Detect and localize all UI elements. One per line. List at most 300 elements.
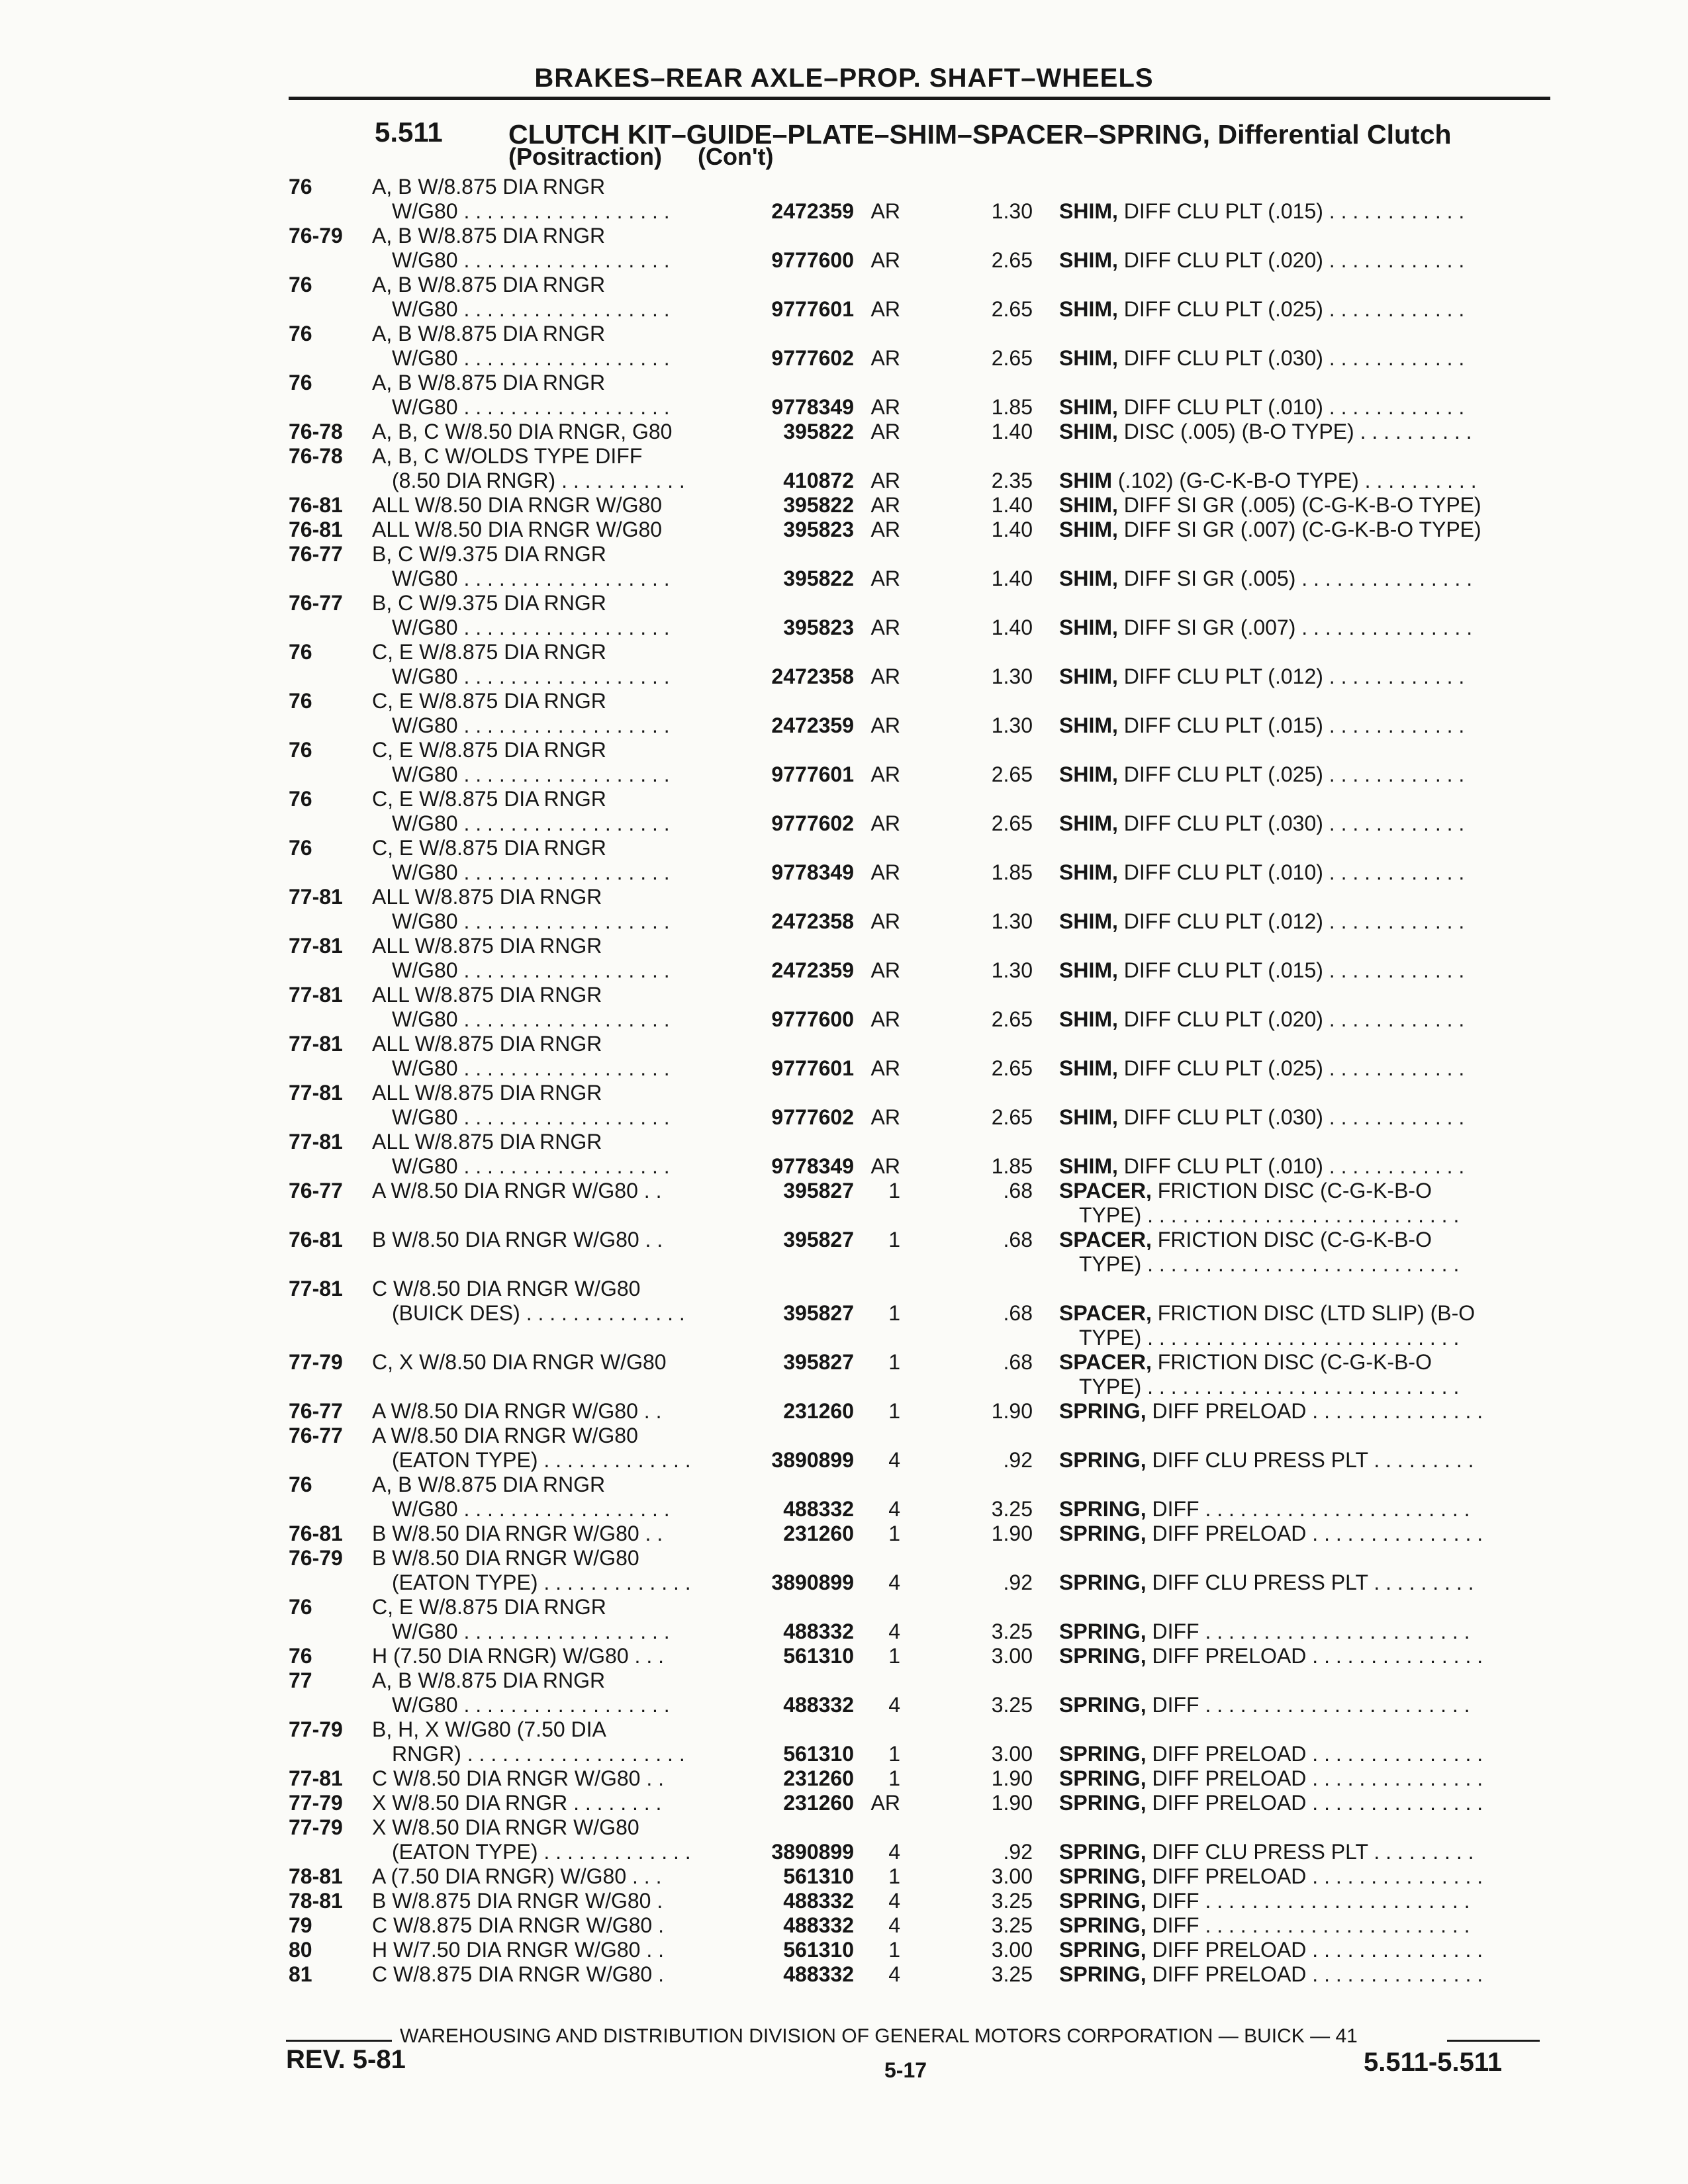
row-application-line: B W/8.50 DIA RNGR W/G80 . . [372, 1228, 663, 1251]
row-part-number: 395822 [783, 493, 854, 517]
row-part-number: 410872 [783, 469, 854, 492]
row-quantity: AR [870, 958, 900, 982]
row-item-detail: DIFF PRELOAD . . . . . . . . . . . . . . . [1152, 1766, 1483, 1790]
row-price: 1.30 [991, 199, 1033, 223]
row-item-detail: DIFF CLU PLT (.012) . . . . . . . . . . . . [1123, 909, 1465, 933]
section-subtitle: (Positraction) [508, 143, 663, 170]
row-price: 1.30 [991, 713, 1033, 737]
row-item-name: SPRING, [1059, 1693, 1147, 1717]
row-application-line: H W/7.50 DIA RNGR W/G80 . . [372, 1938, 664, 1962]
row-part-number: 561310 [783, 1742, 854, 1766]
row-item-detail: DIFF CLU PLT (.030) . . . . . . . . . . . . [1123, 346, 1465, 370]
row-quantity: 4 [888, 1913, 900, 1937]
row-year: 77-81 [289, 1130, 343, 1154]
row-description [1059, 250, 1464, 271]
row-item-name: SPRING, [1059, 1570, 1147, 1594]
row-description [1059, 421, 1472, 442]
row-part-number: 9778349 [771, 395, 854, 419]
row-item-name: SHIM [1059, 469, 1112, 492]
row-item-detail: FRICTION DISC (C-G-K-B-O [1157, 1350, 1432, 1374]
row-year: 76-77 [289, 591, 343, 615]
row-application-line: W/G80 . . . . . . . . . . . . . . . . . . [392, 567, 670, 590]
row-item-name: SHIM, [1059, 567, 1118, 590]
row-quantity: AR [870, 493, 900, 517]
row-item-detail: DIFF PRELOAD . . . . . . . . . . . . . . . [1152, 1791, 1483, 1815]
row-part-number: 488332 [783, 1693, 854, 1717]
row-application-line: ALL W/8.875 DIA RNGR [372, 983, 602, 1007]
row-part-number: 488332 [783, 1497, 854, 1521]
row-quantity: 1 [888, 1742, 900, 1766]
row-year: 76-77 [289, 1399, 343, 1423]
footer-rule-left [286, 2040, 392, 2042]
row-quantity: 1 [888, 1301, 900, 1325]
row-description [1059, 494, 1481, 516]
row-year: 76-77 [289, 1424, 343, 1447]
row-application-line: A W/8.50 DIA RNGR W/G80 . . [372, 1399, 662, 1423]
row-item-detail: DIFF CLU PRESS PLT . . . . . . . . . [1152, 1448, 1474, 1472]
row-part-number: 561310 [783, 1644, 854, 1668]
row-quantity: AR [870, 811, 900, 835]
row-year: 76 [289, 1473, 312, 1496]
row-description [1059, 960, 1464, 981]
row-application-line: B W/8.50 DIA RNGR W/G80 . . [372, 1522, 663, 1545]
row-year: 76-81 [289, 493, 343, 517]
row-application-line: W/G80 . . . . . . . . . . . . . . . . . . [392, 664, 670, 688]
row-quantity: 4 [888, 1962, 900, 1986]
row-price: 2.65 [991, 1007, 1033, 1031]
row-part-number: 9777601 [771, 1056, 854, 1080]
row-part-number: 2472359 [771, 713, 854, 737]
row-part-number: 395822 [783, 567, 854, 590]
row-year: 77-79 [289, 1791, 343, 1815]
row-year: 77-81 [289, 1277, 343, 1300]
row-year: 77-81 [289, 885, 343, 909]
row-description [1059, 1645, 1483, 1666]
row-application-line: C, E W/8.875 DIA RNGR [372, 738, 606, 762]
row-description [1059, 519, 1481, 540]
row-part-number: 488332 [783, 1619, 854, 1643]
row-item-name: SPRING, [1059, 1840, 1147, 1864]
row-item-detail: DIFF CLU PLT (.010) . . . . . . . . . . . . [1123, 860, 1465, 884]
row-application-line: C, E W/8.875 DIA RNGR [372, 836, 606, 860]
row-item-detail: DIFF CLU PLT (.025) . . . . . . . . . . . . [1123, 297, 1465, 321]
row-quantity: AR [870, 1056, 900, 1080]
row-year: 77-81 [289, 1032, 343, 1056]
row-part-number: 561310 [783, 1864, 854, 1888]
row-description [1059, 1792, 1483, 1813]
row-year: 77-81 [289, 983, 343, 1007]
row-item-detail: DIFF CLU PLT (.025) . . . . . . . . . . . . [1123, 1056, 1465, 1080]
row-item-name: SPRING, [1059, 1448, 1147, 1472]
row-item-detail: DIFF PRELOAD . . . . . . . . . . . . . . . [1152, 1742, 1483, 1766]
row-item-name: SHIM, [1059, 664, 1118, 688]
row-part-number: 9777600 [771, 248, 854, 272]
row-quantity: 4 [888, 1497, 900, 1521]
row-application-line: W/G80 . . . . . . . . . . . . . . . . . . [392, 297, 670, 321]
row-price: 3.00 [991, 1864, 1033, 1888]
row-item-name: SHIM, [1059, 1154, 1118, 1178]
row-year: 76 [289, 738, 312, 762]
row-description [1059, 1449, 1474, 1471]
row-description-continued: TYPE) . . . . . . . . . . . . . . . . . . . . . . . . . . . [1079, 1203, 1460, 1227]
row-item-name: SHIM, [1059, 518, 1118, 541]
section-number: 5.511 [375, 116, 443, 148]
row-price: .68 [1003, 1228, 1033, 1251]
row-part-number: 231260 [783, 1399, 854, 1423]
row-description [1059, 715, 1464, 736]
row-year: 76 [289, 1644, 312, 1668]
row-price: 2.65 [991, 762, 1033, 786]
row-quantity: 1 [888, 1766, 900, 1790]
row-application-line: ALL W/8.875 DIA RNGR [372, 1081, 602, 1105]
row-price: 3.25 [991, 1619, 1033, 1643]
row-item-detail: FRICTION DISC (LTD SLIP) (B-O [1157, 1301, 1476, 1325]
row-item-detail: DIFF PRELOAD . . . . . . . . . . . . . . . [1152, 1644, 1483, 1668]
row-quantity: AR [870, 762, 900, 786]
row-description [1059, 1939, 1483, 1960]
row-application-line: W/G80 . . . . . . . . . . . . . . . . . . [392, 958, 670, 982]
section-title: CLUTCH KIT–GUIDE–PLATE–SHIM–SPACER–SPRING, Differential Clutch [508, 119, 1452, 150]
row-year: 76-77 [289, 1179, 343, 1203]
row-description [1059, 764, 1464, 785]
row-price: 2.65 [991, 1056, 1033, 1080]
row-application-line: A, B W/8.875 DIA RNGR [372, 322, 606, 345]
row-price: 1.30 [991, 909, 1033, 933]
row-year: 76 [289, 640, 312, 664]
row-application-line: ALL W/8.875 DIA RNGR [372, 885, 602, 909]
row-item-detail: DIFF PRELOAD . . . . . . . . . . . . . . . [1152, 1522, 1483, 1545]
row-price: .68 [1003, 1350, 1033, 1374]
row-price: 3.25 [991, 1889, 1033, 1913]
row-application-line: B, H, X W/G80 (7.50 DIA [372, 1717, 606, 1741]
row-application-line: (EATON TYPE) . . . . . . . . . . . . . [392, 1570, 691, 1594]
row-price: 3.25 [991, 1913, 1033, 1937]
row-price: 1.85 [991, 1154, 1033, 1178]
footer-rule-right [1447, 2040, 1540, 2042]
row-quantity: 4 [888, 1840, 900, 1864]
row-item-detail: DIFF CLU PLT (.030) . . . . . . . . . . . . [1123, 1105, 1465, 1129]
row-quantity: AR [870, 518, 900, 541]
row-item-name: SHIM, [1059, 248, 1118, 272]
row-description [1059, 1768, 1483, 1789]
row-item-name: SHIM, [1059, 713, 1118, 737]
row-item-detail: DIFF CLU PLT (.015) . . . . . . . . . . . . [1123, 958, 1465, 982]
row-item-name: SPRING, [1059, 1913, 1147, 1937]
row-description [1059, 862, 1464, 883]
row-application-line: W/G80 . . . . . . . . . . . . . . . . . . [392, 860, 670, 884]
row-item-detail: DIFF SI GR (.005) . . . . . . . . . . . . . . . [1123, 567, 1473, 590]
row-quantity: AR [870, 860, 900, 884]
row-description [1059, 1523, 1483, 1544]
row-part-number: 3890899 [771, 1570, 854, 1594]
row-application-line: W/G80 . . . . . . . . . . . . . . . . . . [392, 713, 670, 737]
row-year: 76-81 [289, 518, 343, 541]
row-price: 3.00 [991, 1938, 1033, 1962]
row-year: 76 [289, 836, 312, 860]
row-item-name: SHIM, [1059, 762, 1118, 786]
row-description [1059, 201, 1464, 222]
row-price: 2.65 [991, 1105, 1033, 1129]
row-price: 2.65 [991, 346, 1033, 370]
row-price: 1.85 [991, 860, 1033, 884]
row-year: 77-79 [289, 1815, 343, 1839]
section-continued: (Con't) [698, 143, 774, 170]
row-year: 77-81 [289, 1766, 343, 1790]
row-quantity: 1 [888, 1522, 900, 1545]
row-item-name: SPACER, [1059, 1301, 1152, 1325]
row-item-detail: DIFF CLU PLT (.020) . . . . . . . . . . . . [1123, 1007, 1465, 1031]
row-application-line: A, B W/8.875 DIA RNGR [372, 273, 606, 296]
row-item-detail: DIFF PRELOAD . . . . . . . . . . . . . . . [1152, 1962, 1483, 1986]
footer-section-range: 5.511-5.511 [1364, 2048, 1503, 2077]
row-application-line: ALL W/8.50 DIA RNGR W/G80 [372, 518, 663, 541]
row-item-name: SHIM, [1059, 615, 1118, 639]
row-part-number: 9777600 [771, 1007, 854, 1031]
row-quantity: AR [870, 1007, 900, 1031]
row-application-line: B, C W/9.375 DIA RNGR [372, 591, 606, 615]
row-item-name: SPRING, [1059, 1791, 1147, 1815]
row-application-line: W/G80 . . . . . . . . . . . . . . . . . . [392, 395, 670, 419]
row-item-detail: DIFF SI GR (.007) . . . . . . . . . . . . . . . [1123, 615, 1473, 639]
row-application-line: C W/8.50 DIA RNGR W/G80 [372, 1277, 641, 1300]
row-application-line: (BUICK DES) . . . . . . . . . . . . . . [392, 1301, 685, 1325]
row-part-number: 9777601 [771, 762, 854, 786]
row-price: 3.00 [991, 1644, 1033, 1668]
row-quantity: 1 [888, 1179, 900, 1203]
row-part-number: 395827 [783, 1179, 854, 1203]
row-application-line: A (7.50 DIA RNGR) W/G80 . . . [372, 1864, 662, 1888]
row-quantity: AR [870, 1154, 900, 1178]
row-year: 76-77 [289, 542, 343, 566]
row-part-number: 395823 [783, 615, 854, 639]
row-quantity: 1 [888, 1864, 900, 1888]
row-application-line: C, X W/8.50 DIA RNGR W/G80 [372, 1350, 667, 1374]
row-quantity: AR [870, 395, 900, 419]
row-application-line: A, B W/8.875 DIA RNGR [372, 224, 606, 248]
row-year: 76-79 [289, 1546, 343, 1570]
row-description [1059, 396, 1464, 418]
row-item-detail: FRICTION DISC (C-G-K-B-O [1157, 1179, 1432, 1203]
row-part-number: 9777601 [771, 297, 854, 321]
row-description [1059, 1302, 1475, 1324]
row-quantity: AR [870, 664, 900, 688]
row-application-line: C, E W/8.875 DIA RNGR [372, 689, 606, 713]
row-year: 76-81 [289, 1228, 343, 1251]
row-year: 77-81 [289, 1081, 343, 1105]
row-part-number: 395822 [783, 420, 854, 443]
row-price: 1.30 [991, 958, 1033, 982]
row-description [1059, 1621, 1470, 1642]
row-quantity: 4 [888, 1693, 900, 1717]
row-year: 77 [289, 1668, 312, 1692]
row-item-name: SHIM, [1059, 493, 1118, 517]
row-item-detail: DIFF PRELOAD . . . . . . . . . . . . . . . [1152, 1938, 1483, 1962]
row-price: 2.65 [991, 248, 1033, 272]
row-quantity: AR [870, 1105, 900, 1129]
row-year: 76 [289, 787, 312, 811]
row-part-number: 231260 [783, 1791, 854, 1815]
row-price: 1.40 [991, 567, 1033, 590]
row-application-line: A, B W/8.875 DIA RNGR [372, 1473, 606, 1496]
row-price: 1.40 [991, 493, 1033, 517]
row-application-line: W/G80 . . . . . . . . . . . . . . . . . . [392, 1007, 670, 1031]
row-application-line: A, B W/8.875 DIA RNGR [372, 175, 606, 199]
row-price: 1.30 [991, 664, 1033, 688]
row-application-line: ALL W/8.875 DIA RNGR [372, 1032, 602, 1056]
row-price: .68 [1003, 1301, 1033, 1325]
row-item-name: SPRING, [1059, 1497, 1147, 1521]
row-application-line: W/G80 . . . . . . . . . . . . . . . . . . [392, 199, 670, 223]
row-application-line: C, E W/8.875 DIA RNGR [372, 640, 606, 664]
row-item-name: SPACER, [1059, 1228, 1152, 1251]
row-quantity: AR [870, 346, 900, 370]
row-item-detail: DIFF . . . . . . . . . . . . . . . . . . . . . . . [1152, 1889, 1470, 1913]
row-description [1059, 1400, 1483, 1422]
row-description [1059, 666, 1464, 687]
row-price: 2.65 [991, 297, 1033, 321]
row-item-name: SPRING, [1059, 1742, 1147, 1766]
row-price: 2.65 [991, 811, 1033, 835]
row-part-number: 3890899 [771, 1840, 854, 1864]
row-application-line: C, E W/8.875 DIA RNGR [372, 787, 606, 811]
row-price: 2.35 [991, 469, 1033, 492]
row-year: 77-79 [289, 1717, 343, 1741]
row-part-number: 2472359 [771, 199, 854, 223]
row-part-number: 231260 [783, 1522, 854, 1545]
row-description [1059, 1866, 1483, 1887]
row-quantity: 4 [888, 1448, 900, 1472]
row-part-number: 9777602 [771, 346, 854, 370]
row-price: 1.90 [991, 1791, 1033, 1815]
row-price: 3.25 [991, 1693, 1033, 1717]
row-quantity: AR [870, 199, 900, 223]
row-description [1059, 470, 1477, 491]
row-description [1059, 568, 1472, 589]
row-application-line: (EATON TYPE) . . . . . . . . . . . . . [392, 1448, 691, 1472]
row-application-line: W/G80 . . . . . . . . . . . . . . . . . . [392, 762, 670, 786]
row-quantity: 4 [888, 1570, 900, 1594]
row-application-line: H (7.50 DIA RNGR) W/G80 . . . [372, 1644, 664, 1668]
row-price: 3.00 [991, 1742, 1033, 1766]
row-price: 3.25 [991, 1962, 1033, 1986]
row-year: 79 [289, 1913, 312, 1937]
row-description [1059, 1180, 1432, 1201]
row-item-name: SHIM, [1059, 1105, 1118, 1129]
row-description [1059, 1009, 1464, 1030]
row-part-number: 488332 [783, 1913, 854, 1937]
row-part-number: 9778349 [771, 860, 854, 884]
row-item-name: SPRING, [1059, 1889, 1147, 1913]
row-price: 1.90 [991, 1399, 1033, 1423]
row-price: 3.25 [991, 1497, 1033, 1521]
row-application-line: ALL W/8.875 DIA RNGR [372, 934, 602, 958]
page-header-title: BRAKES–REAR AXLE–PROP. SHAFT–WHEELS [534, 64, 1154, 93]
row-year: 76 [289, 1595, 312, 1619]
row-description [1059, 1058, 1464, 1079]
row-description [1059, 1156, 1464, 1177]
row-year: 81 [289, 1962, 312, 1986]
row-application-line: A W/8.50 DIA RNGR W/G80 [372, 1424, 638, 1447]
row-year: 76 [289, 371, 312, 394]
row-item-detail: DIFF CLU PLT (.010) . . . . . . . . . . . . [1123, 1154, 1465, 1178]
row-quantity: AR [870, 420, 900, 443]
row-item-name: SHIM, [1059, 1056, 1118, 1080]
row-quantity: 4 [888, 1619, 900, 1643]
row-quantity: AR [870, 567, 900, 590]
footer-page-number: 5-17 [884, 2058, 927, 2082]
row-application-line: ALL W/8.875 DIA RNGR [372, 1130, 602, 1154]
row-application-line: W/G80 . . . . . . . . . . . . . . . . . . [392, 346, 670, 370]
row-item-detail: DIFF PRELOAD . . . . . . . . . . . . . . . [1152, 1864, 1483, 1888]
row-description [1059, 298, 1464, 320]
row-description [1059, 1841, 1474, 1862]
row-year: 76-78 [289, 444, 343, 468]
row-application-line: W/G80 . . . . . . . . . . . . . . . . . . [392, 1619, 670, 1643]
row-year: 76-81 [289, 1522, 343, 1545]
row-item-detail: DIFF CLU PLT (.030) . . . . . . . . . . . . [1123, 811, 1465, 835]
row-application-line: W/G80 . . . . . . . . . . . . . . . . . . [392, 615, 670, 639]
row-year: 80 [289, 1938, 312, 1962]
row-description-continued: TYPE) . . . . . . . . . . . . . . . . . . . . . . . . . . . [1079, 1326, 1460, 1349]
row-item-detail: DIFF CLU PLT (.015) . . . . . . . . . . . . [1123, 199, 1465, 223]
row-item-name: SPACER, [1059, 1179, 1152, 1203]
row-quantity: AR [870, 248, 900, 272]
row-description [1059, 1572, 1474, 1593]
row-quantity: AR [870, 713, 900, 737]
row-price: 1.40 [991, 518, 1033, 541]
row-quantity: 1 [888, 1644, 900, 1668]
row-item-name: SPRING, [1059, 1864, 1147, 1888]
row-application-line: A, B W/8.875 DIA RNGR [372, 1668, 606, 1692]
row-part-number: 2472359 [771, 958, 854, 982]
row-application-line: W/G80 . . . . . . . . . . . . . . . . . . [392, 1154, 670, 1178]
row-item-detail: DIFF CLU PRESS PLT . . . . . . . . . [1152, 1570, 1474, 1594]
row-description [1059, 1229, 1432, 1250]
row-item-name: SPRING, [1059, 1766, 1147, 1790]
row-item-name: SHIM, [1059, 346, 1118, 370]
row-application-line: B, C W/9.375 DIA RNGR [372, 542, 606, 566]
row-application-line: W/G80 . . . . . . . . . . . . . . . . . . [392, 1497, 670, 1521]
row-part-number: 9777602 [771, 811, 854, 835]
row-description [1059, 1694, 1470, 1715]
row-part-number: 9778349 [771, 1154, 854, 1178]
row-item-name: SPRING, [1059, 1522, 1147, 1545]
row-quantity: 1 [888, 1350, 900, 1374]
row-item-name: SPRING, [1059, 1619, 1147, 1643]
row-item-name: SPACER, [1059, 1350, 1152, 1374]
row-application-line: A, B, C W/8.50 DIA RNGR, G80 [372, 420, 673, 443]
row-application-line: W/G80 . . . . . . . . . . . . . . . . . . [392, 1056, 670, 1080]
row-application-line: RNGR) . . . . . . . . . . . . . . . . . . . [392, 1742, 685, 1766]
row-quantity: 1 [888, 1228, 900, 1251]
row-part-number: 395827 [783, 1350, 854, 1374]
row-price: .92 [1003, 1840, 1033, 1864]
row-price: .92 [1003, 1448, 1033, 1472]
row-item-name: SHIM, [1059, 199, 1118, 223]
row-part-number: 231260 [783, 1766, 854, 1790]
row-application-line: C, E W/8.875 DIA RNGR [372, 1595, 606, 1619]
row-item-name: SHIM, [1059, 909, 1118, 933]
row-quantity: AR [870, 909, 900, 933]
row-part-number: 395827 [783, 1228, 854, 1251]
row-part-number: 561310 [783, 1938, 854, 1962]
row-part-number: 2472358 [771, 909, 854, 933]
row-part-number: 2472358 [771, 664, 854, 688]
row-application-line: C W/8.875 DIA RNGR W/G80 . [372, 1962, 664, 1986]
row-item-name: SHIM, [1059, 958, 1118, 982]
row-item-detail: (.102) (G-C-K-B-O TYPE) . . . . . . . . . . [1117, 469, 1477, 492]
row-item-name: SHIM, [1059, 297, 1118, 321]
